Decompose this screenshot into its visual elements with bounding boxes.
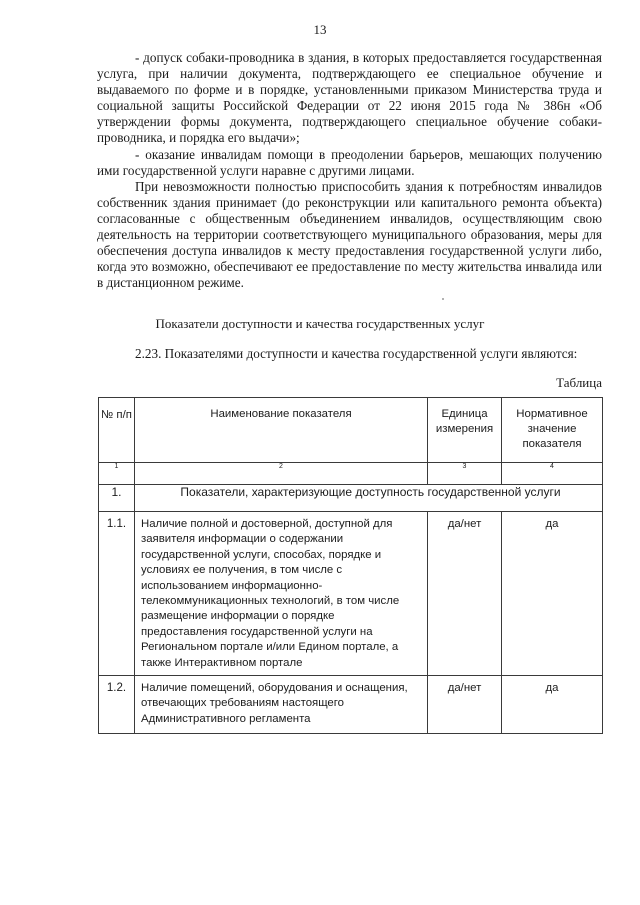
paragraph-assistance: - оказание инвалидам помощи в преодолении барьеров, мешающих получению ими государственной услуги наравне с другими лицами.	[97, 146, 602, 178]
scan-speck	[442, 298, 444, 300]
row-unit: да/нет	[428, 676, 502, 734]
section-number: 1.	[99, 485, 135, 512]
body-text	[97, 50, 602, 291]
row-number: 1.2.	[99, 676, 135, 734]
header-number: № п/п	[99, 398, 135, 463]
indicators-table	[98, 397, 603, 734]
column-number: 2	[135, 463, 428, 485]
section-row	[99, 485, 603, 512]
table-caption: Таблица	[556, 375, 602, 390]
row-number: 1.1.	[99, 512, 135, 676]
paragraph-guide-dog: - допуск собаки-проводника в здания, в которых предоставляется государственная услуга, при наличии документа, подтверждающего ее специальное обучение и выдаваемого по форме и в порядке, установленными приказом Министерства труда и социальной защиты Российской Федерации от 22 июня 2015 года № 386н «Об утверждении формы документа, подтверждающего специальное обучение собаки-проводника, и порядка его выдачи»;	[97, 50, 602, 146]
column-number: 1	[99, 463, 135, 485]
paragraph-building-adaptation: При невозможности полностью приспособить здания к потребностям инвалидов собственник здания принимает (до реконструкции или капитального ремонта объекта) согласованные с общественным объединением инвалидов, осуществляющим свою деятельность на территории соответствующего муниципального образования, меры для обеспечения доступа инвалидов к месту предоставления государственной услуги либо, когда это возможно, обеспечивают ее предоставление по месту жительства инвалида или в дистанционном режиме.	[97, 178, 602, 291]
section-heading: Показатели, характеризующие доступность государственной услуги	[135, 485, 603, 512]
header-indicator-name: Наименование показателя	[135, 398, 428, 463]
section-title: Показатели доступности и качества государственных услуг	[155, 316, 485, 331]
row-indicator-name: Наличие помещений, оборудования и оснащения, отвечающих требованиям настоящего Административного регламента	[135, 676, 428, 734]
row-unit: да/нет	[428, 512, 502, 676]
table-header-row	[99, 398, 603, 463]
row-indicator-name: Наличие полной и достоверной, доступной для заявителя информации о содержании государственной услуги, способах, порядке и условиях ее получения, в том числе с использованием информационно-телекоммуникационных технологий, в том числе размещение информации о порядке предоставления государственной услуги на Региональном портале и/или Едином портале, а также Интерактивном портале	[135, 512, 428, 676]
table-row	[99, 512, 603, 676]
intro-paragraph: 2.23. Показателями доступности и качества государственной услуги являются:	[135, 346, 578, 361]
table-row	[99, 676, 603, 734]
row-value: да	[502, 676, 603, 734]
header-normative-value: Нормативное значение показателя	[502, 398, 603, 463]
column-number: 4	[502, 463, 603, 485]
column-number: 3	[428, 463, 502, 485]
row-value: да	[502, 512, 603, 676]
column-numbers-row	[99, 463, 603, 485]
header-unit: Единица измерения	[428, 398, 502, 463]
page-number: 13	[313, 22, 327, 37]
